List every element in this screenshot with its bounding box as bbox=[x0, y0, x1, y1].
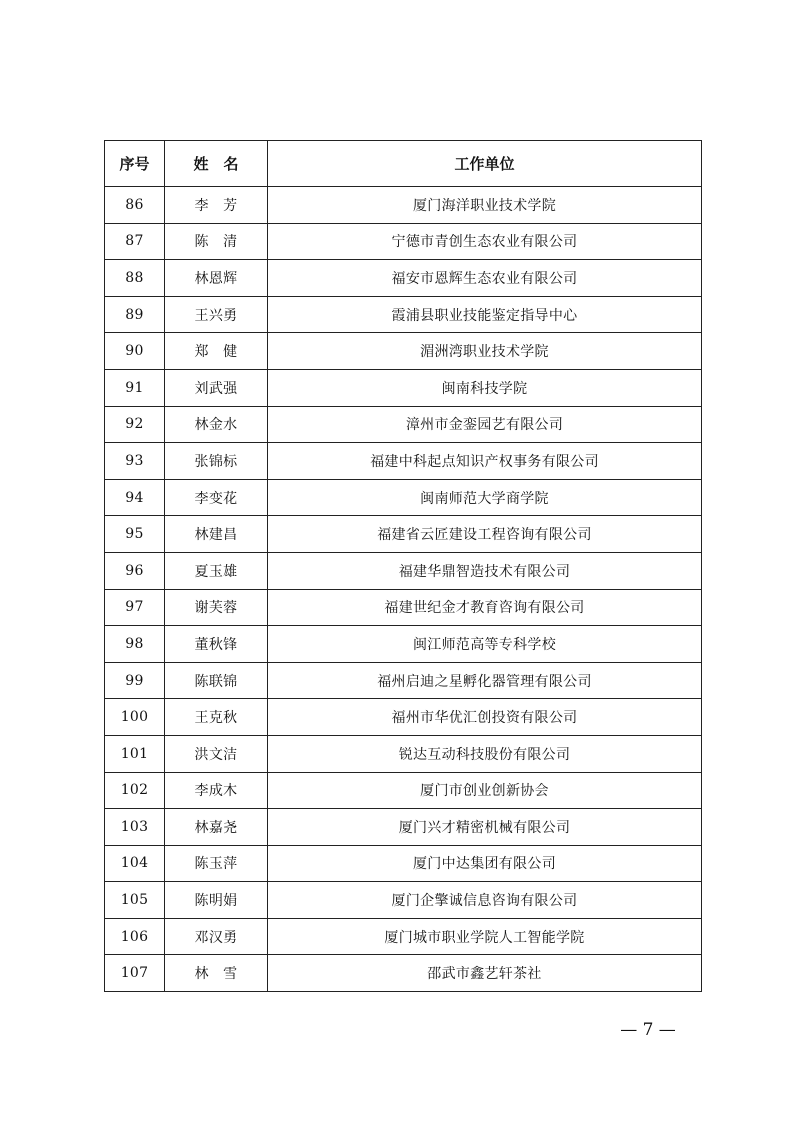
unit-cell: 邵武市鑫艺轩茶社 bbox=[268, 955, 702, 992]
unit-cell: 闽南科技学院 bbox=[268, 369, 702, 406]
table-body bbox=[105, 187, 702, 992]
table-row bbox=[105, 369, 702, 406]
name-cell: 刘武强 bbox=[165, 369, 268, 406]
seq-cell: 100 bbox=[105, 699, 165, 736]
seq-cell: 103 bbox=[105, 809, 165, 846]
unit-cell: 厦门市创业创新协会 bbox=[268, 772, 702, 809]
table-row bbox=[105, 699, 702, 736]
table-row bbox=[105, 626, 702, 663]
roster-table bbox=[104, 140, 702, 992]
seq-cell: 88 bbox=[105, 260, 165, 297]
unit-cell: 福安市恩辉生态农业有限公司 bbox=[268, 260, 702, 297]
name-cell: 李成木 bbox=[165, 772, 268, 809]
seq-cell: 90 bbox=[105, 333, 165, 370]
unit-cell: 闽南师范大学商学院 bbox=[268, 479, 702, 516]
page-number: — 7 — bbox=[620, 1020, 676, 1040]
header-row bbox=[105, 141, 702, 187]
table-row bbox=[105, 333, 702, 370]
table-row bbox=[105, 187, 702, 224]
table-header bbox=[105, 141, 702, 187]
unit-cell: 厦门企擎诚信息咨询有限公司 bbox=[268, 882, 702, 919]
header-unit: 工作单位 bbox=[268, 141, 702, 187]
seq-cell: 86 bbox=[105, 187, 165, 224]
unit-cell: 福建华鼎智造技术有限公司 bbox=[268, 552, 702, 589]
name-cell: 林 雪 bbox=[165, 955, 268, 992]
name-cell: 郑 健 bbox=[165, 333, 268, 370]
header-seq: 序号 bbox=[105, 141, 165, 187]
name-cell: 董秋锋 bbox=[165, 626, 268, 663]
table-row bbox=[105, 406, 702, 443]
unit-cell: 福建世纪金才教育咨询有限公司 bbox=[268, 589, 702, 626]
unit-cell: 福建中科起点知识产权事务有限公司 bbox=[268, 443, 702, 480]
name-cell: 洪文洁 bbox=[165, 735, 268, 772]
table-row bbox=[105, 223, 702, 260]
table-row bbox=[105, 479, 702, 516]
table-row bbox=[105, 955, 702, 992]
table-row bbox=[105, 443, 702, 480]
unit-cell: 锐达互动科技股份有限公司 bbox=[268, 735, 702, 772]
name-cell: 陈联锦 bbox=[165, 662, 268, 699]
name-cell: 林建昌 bbox=[165, 516, 268, 553]
name-cell: 王克秋 bbox=[165, 699, 268, 736]
unit-cell: 宁德市青创生态农业有限公司 bbox=[268, 223, 702, 260]
seq-cell: 97 bbox=[105, 589, 165, 626]
table-row bbox=[105, 296, 702, 333]
name-cell: 林金水 bbox=[165, 406, 268, 443]
header-name: 姓 名 bbox=[165, 141, 268, 187]
unit-cell: 漳州市金銮园艺有限公司 bbox=[268, 406, 702, 443]
name-cell: 林嘉尧 bbox=[165, 809, 268, 846]
seq-cell: 99 bbox=[105, 662, 165, 699]
seq-cell: 93 bbox=[105, 443, 165, 480]
table-row bbox=[105, 735, 702, 772]
table-row bbox=[105, 260, 702, 297]
name-cell: 邓汉勇 bbox=[165, 918, 268, 955]
seq-cell: 107 bbox=[105, 955, 165, 992]
seq-cell: 96 bbox=[105, 552, 165, 589]
table-row bbox=[105, 552, 702, 589]
name-cell: 陈玉萍 bbox=[165, 845, 268, 882]
unit-cell: 厦门兴才精密机械有限公司 bbox=[268, 809, 702, 846]
name-cell: 李变花 bbox=[165, 479, 268, 516]
table-row bbox=[105, 882, 702, 919]
table-row bbox=[105, 772, 702, 809]
table-row bbox=[105, 918, 702, 955]
name-cell: 王兴勇 bbox=[165, 296, 268, 333]
unit-cell: 福州市华优汇创投资有限公司 bbox=[268, 699, 702, 736]
seq-cell: 95 bbox=[105, 516, 165, 553]
seq-cell: 105 bbox=[105, 882, 165, 919]
unit-cell: 厦门中达集团有限公司 bbox=[268, 845, 702, 882]
seq-cell: 98 bbox=[105, 626, 165, 663]
table-row bbox=[105, 809, 702, 846]
unit-cell: 闽江师范高等专科学校 bbox=[268, 626, 702, 663]
seq-cell: 89 bbox=[105, 296, 165, 333]
name-cell: 林恩辉 bbox=[165, 260, 268, 297]
name-cell: 谢芙蓉 bbox=[165, 589, 268, 626]
seq-cell: 92 bbox=[105, 406, 165, 443]
name-cell: 陈明娟 bbox=[165, 882, 268, 919]
seq-cell: 104 bbox=[105, 845, 165, 882]
unit-cell: 福州启迪之星孵化器管理有限公司 bbox=[268, 662, 702, 699]
seq-cell: 106 bbox=[105, 918, 165, 955]
name-cell: 夏玉雄 bbox=[165, 552, 268, 589]
unit-cell: 厦门海洋职业技术学院 bbox=[268, 187, 702, 224]
seq-cell: 101 bbox=[105, 735, 165, 772]
unit-cell: 厦门城市职业学院人工智能学院 bbox=[268, 918, 702, 955]
name-cell: 陈 清 bbox=[165, 223, 268, 260]
unit-cell: 霞浦县职业技能鉴定指导中心 bbox=[268, 296, 702, 333]
seq-cell: 102 bbox=[105, 772, 165, 809]
table-row bbox=[105, 662, 702, 699]
seq-cell: 94 bbox=[105, 479, 165, 516]
table-row bbox=[105, 589, 702, 626]
name-cell: 李 芳 bbox=[165, 187, 268, 224]
table-row bbox=[105, 845, 702, 882]
seq-cell: 91 bbox=[105, 369, 165, 406]
unit-cell: 福建省云匠建设工程咨询有限公司 bbox=[268, 516, 702, 553]
name-cell: 张锦标 bbox=[165, 443, 268, 480]
unit-cell: 湄洲湾职业技术学院 bbox=[268, 333, 702, 370]
table-row bbox=[105, 516, 702, 553]
seq-cell: 87 bbox=[105, 223, 165, 260]
